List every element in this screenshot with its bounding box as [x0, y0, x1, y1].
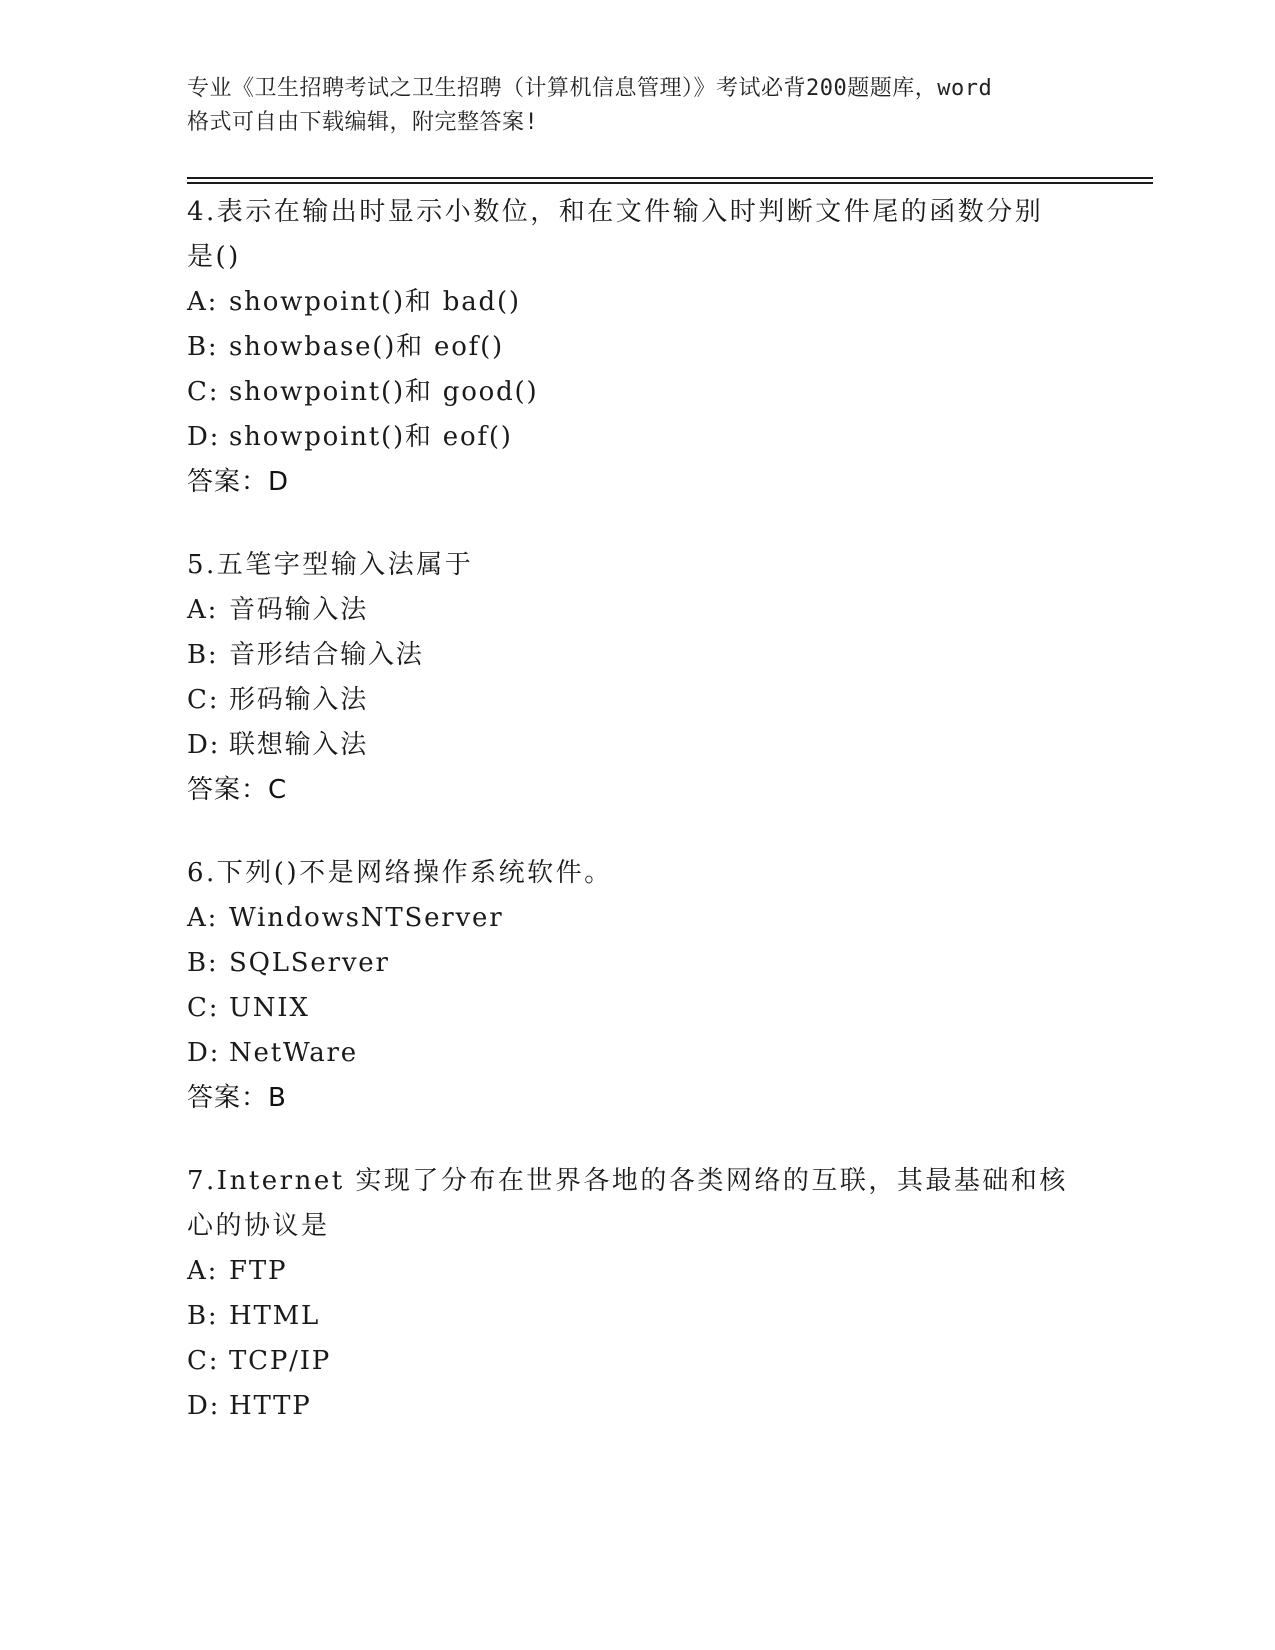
option-text: UNIX — [229, 993, 310, 1023]
option-text: showpoint()和 eof() — [229, 422, 513, 452]
option-d — [187, 1031, 1087, 1076]
option-d — [187, 1384, 1087, 1429]
answer-label: 答案：B — [187, 1083, 287, 1113]
option-text: showpoint()和 bad() — [229, 287, 521, 317]
option-text: SQLServer — [229, 948, 390, 978]
option-a — [187, 1249, 1087, 1294]
option-text: showpoint()和 good() — [229, 377, 539, 407]
option-c — [187, 1339, 1087, 1384]
option-key: D: — [187, 422, 221, 452]
option-a — [187, 280, 1087, 325]
question-6 — [187, 851, 1087, 1121]
option-text: 形码输入法 — [229, 685, 369, 715]
option-key: B: — [187, 332, 219, 362]
question-stem-line-1: 4.表示在输出时显示小数位，和在文件输入时判断文件尾的函数分别 — [187, 197, 1044, 227]
option-key: C: — [187, 685, 220, 715]
question-stem-line-1: 6.下列()不是网络操作系统软件。 — [187, 858, 613, 888]
option-d — [187, 723, 1087, 768]
option-c — [187, 370, 1087, 415]
option-text: 音码输入法 — [229, 595, 369, 625]
answer-label: 答案：D — [187, 467, 290, 497]
option-c — [187, 678, 1087, 723]
option-key: C: — [187, 1346, 220, 1376]
option-a — [187, 588, 1087, 633]
option-b — [187, 941, 1087, 986]
option-text: WindowsNTServer — [229, 903, 504, 933]
option-key: C: — [187, 993, 220, 1023]
question-7 — [187, 1159, 1087, 1429]
option-text: FTP — [229, 1256, 288, 1286]
question-4 — [187, 190, 1087, 505]
option-key: A: — [187, 1256, 219, 1286]
option-b — [187, 1294, 1087, 1339]
question-stem-line-2: 心的协议是 — [187, 1211, 330, 1241]
question-stem-line-2: 是() — [187, 242, 241, 272]
option-key: B: — [187, 640, 219, 670]
header-divider-bottom — [187, 182, 1153, 184]
option-text: HTTP — [229, 1391, 312, 1421]
question-stem-line-1: 5.五笔字型输入法属于 — [187, 550, 474, 580]
option-b — [187, 325, 1087, 370]
option-key: B: — [187, 948, 219, 978]
option-text: HTML — [229, 1301, 321, 1331]
question-list — [187, 190, 1087, 1467]
header-line-2: 格式可自由下载编辑，附完整答案! — [187, 110, 539, 135]
option-key: A: — [187, 595, 219, 625]
option-b — [187, 633, 1087, 678]
option-text: TCP/IP — [229, 1346, 332, 1376]
option-key: A: — [187, 903, 219, 933]
document-header — [187, 72, 1087, 140]
option-text: NetWare — [229, 1038, 358, 1068]
question-5 — [187, 543, 1087, 813]
question-stem-line-1: 7.Internet 实现了分布在世界各地的各类网络的互联，其最基础和核 — [187, 1166, 1068, 1196]
option-text: 音形结合输入法 — [229, 640, 424, 670]
header-divider-top — [187, 177, 1153, 179]
option-key: D: — [187, 1038, 221, 1068]
option-text: 联想输入法 — [229, 730, 369, 760]
option-text: showbase()和 eof() — [229, 332, 504, 362]
option-key: C: — [187, 377, 220, 407]
option-key: A: — [187, 287, 219, 317]
option-c — [187, 986, 1087, 1031]
option-key: D: — [187, 730, 221, 760]
option-key: D: — [187, 1391, 221, 1421]
option-a — [187, 896, 1087, 941]
option-d — [187, 415, 1087, 460]
header-line-1: 专业《卫生招聘考试之卫生招聘（计算机信息管理）》考试必背200题题库，word — [187, 76, 993, 101]
answer-label: 答案：C — [187, 775, 288, 805]
option-key: B: — [187, 1301, 219, 1331]
